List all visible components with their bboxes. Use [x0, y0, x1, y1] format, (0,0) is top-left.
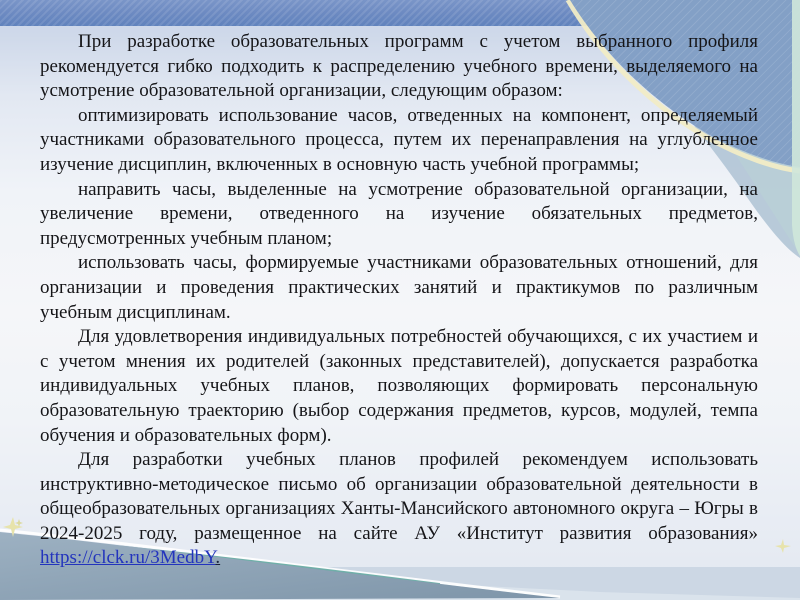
- paragraph-intro: При разработке образовательных программ с учетом выбранного профиля рекомендуется гибко подходить к распределению учебного времени, выделяемого на усмотрение образовательной организации, следующим образом:: [40, 31, 758, 102]
- paragraph-recommendation-letter: [40, 448, 758, 571]
- paragraph-individual-plans: Для удовлетворения индивидуальных потребностей обучающихся, с их участием и с учетом мнения их родителей (законных представителей), допускается разработка индивидуальных учебных планов, позволяющих формировать персональную образовательную траекторию (выбор содержания предметов, курсов, модулей, темпа обучения и образовательных форм).: [40, 326, 758, 446]
- clck-ru-link[interactable]: https://clck.ru/3MedbY: [40, 547, 216, 569]
- paragraph-use-hours: использовать часы, формируемые участниками образовательных отношений, для организации и проведения практических занятий и практикумов по различным учебным дисциплинам.: [40, 252, 758, 323]
- slide-body-text: [40, 30, 758, 600]
- paragraph-direct-hours: направить часы, выделенные на усмотрение образовательной организации, на увеличение времени, отведенного на изучение обязательных предметов, предусмотренных учебным планом;: [40, 178, 758, 249]
- sentence-end-period: .: [215, 547, 221, 569]
- paragraph-optimize-hours: оптимизировать использование часов, отведенных на компонент, определяемый участниками образовательного процесса, путем их перенаправления на углубленное изучение дисциплин, включенных в основную часть учебной программы;: [40, 104, 758, 175]
- paragraph-text-before-link: Для разработки учебных планов профилей рекомендуем использовать инструктивно-методическое письмо об организации образовательной деятельности в общеобразовательных организациях Ханты-Мансийского автономного округа – Югры в 2024-2025 году, размещенное на сайте АУ «Институт развития образования»: [40, 449, 758, 544]
